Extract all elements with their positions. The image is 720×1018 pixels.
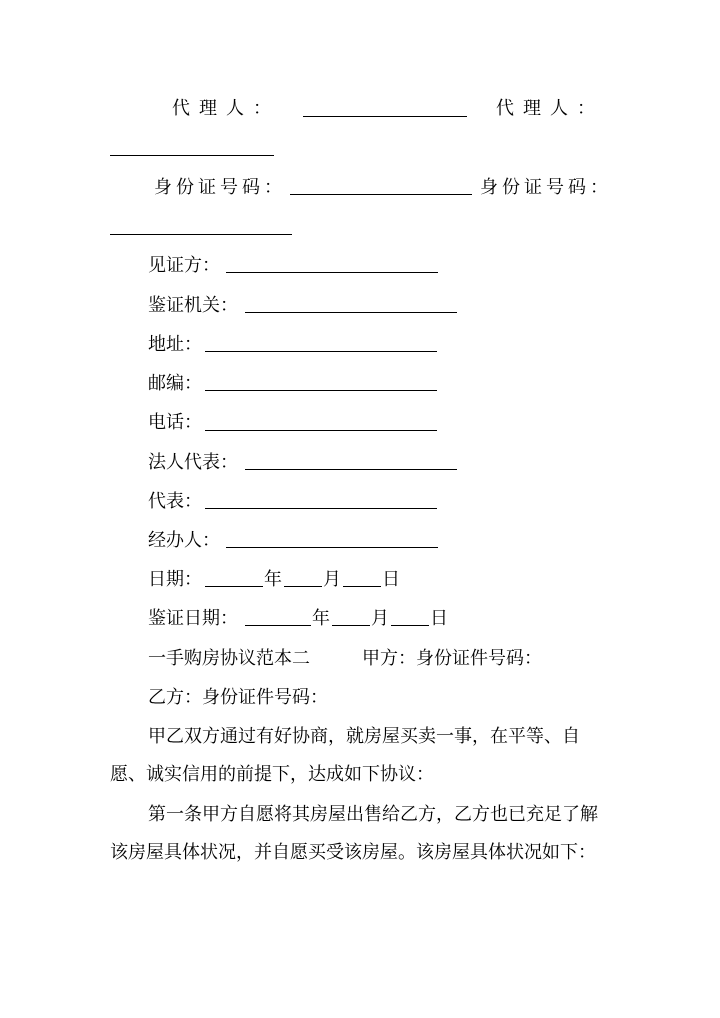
agent-blank-2[interactable]	[110, 155, 274, 156]
agent-label-2: 代理人：	[496, 98, 604, 119]
date-day: 日	[382, 569, 400, 590]
verify-month-blank[interactable]	[332, 625, 370, 626]
verify-day: 日	[430, 608, 448, 629]
notary-label: 鉴证机关：	[148, 295, 238, 316]
representative-label: 代表：	[148, 491, 202, 512]
legal-rep-label: 法人代表：	[148, 452, 238, 473]
id-blank-1[interactable]	[290, 194, 472, 195]
party-b: 乙方：身份证件号码：	[148, 687, 328, 708]
verify-month: 月	[371, 608, 389, 629]
date-month-blank[interactable]	[284, 586, 322, 587]
handler-label: 经办人：	[148, 530, 220, 551]
verify-day-blank[interactable]	[391, 625, 429, 626]
address-blank[interactable]	[205, 351, 437, 352]
phone-blank[interactable]	[205, 430, 437, 431]
party-a: 甲方：身份证件号码：	[362, 648, 542, 669]
witness-label: 见证方：	[148, 255, 220, 276]
verify-date-label: 鉴证日期：	[148, 608, 238, 629]
verify-year-blank[interactable]	[245, 625, 311, 626]
legal-rep-blank[interactable]	[245, 469, 457, 470]
representative-blank[interactable]	[205, 508, 437, 509]
id-label-2: 身份证号码：	[480, 177, 612, 198]
witness-blank[interactable]	[226, 272, 438, 273]
sample-title: 一手购房协议范本二	[148, 648, 310, 669]
notary-blank[interactable]	[245, 312, 457, 313]
verify-year: 年	[312, 608, 330, 629]
date-year: 年	[264, 569, 282, 590]
phone-label: 电话：	[148, 412, 202, 433]
agent-blank-1[interactable]	[303, 116, 467, 117]
id-blank-2[interactable]	[110, 234, 292, 235]
paragraph-1: 甲乙双方通过有好协商，就房屋买卖一事，在平等、自愿、诚实信用的前提下，达成如下协议：	[110, 726, 580, 785]
date-label: 日期：	[148, 569, 202, 590]
agent-label-1: 代理人：	[172, 98, 280, 119]
date-day-blank[interactable]	[343, 586, 381, 587]
id-label-1: 身份证号码：	[154, 177, 286, 198]
date-year-blank[interactable]	[205, 586, 263, 587]
paragraph-2: 第一条甲方自愿将其房屋出售给乙方，乙方也已充足了解该房屋具体状况，并自愿买受该房屋。该房屋具体状况如下：	[110, 804, 598, 863]
postcode-blank[interactable]	[205, 390, 437, 391]
handler-blank[interactable]	[226, 547, 438, 548]
date-month: 月	[323, 569, 341, 590]
address-label: 地址：	[148, 334, 202, 355]
postcode-label: 邮编：	[148, 373, 202, 394]
